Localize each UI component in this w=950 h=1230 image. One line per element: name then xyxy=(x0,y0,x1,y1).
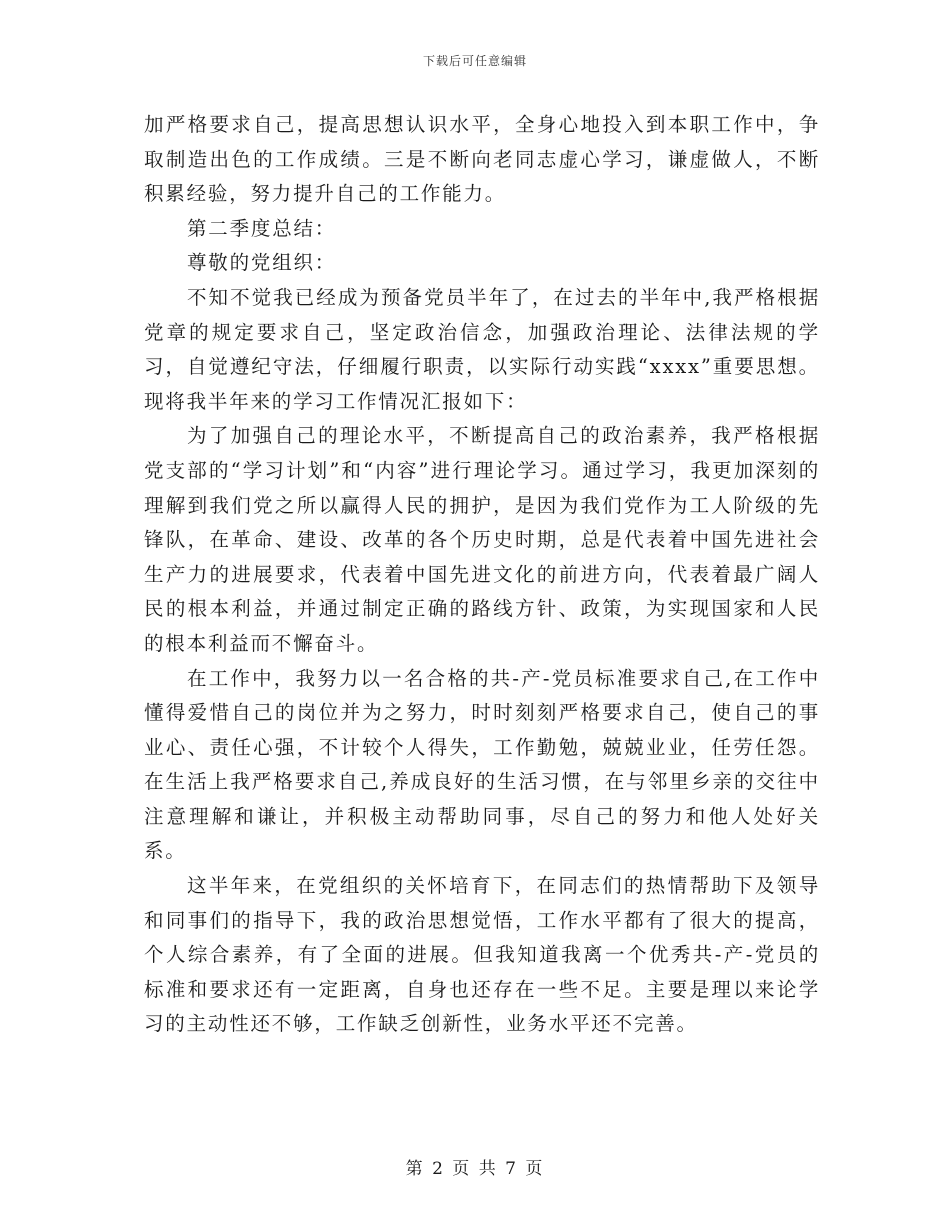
paragraph-summary: 这半年来，在党组织的关怀培育下，在同志们的热情帮助下及领导和同事们的指导下，我的政治思想觉悟，工作水平都有了很大的提高，个人综合素养，有了全面的进展。但我知道我离一个优秀共-产-党员的标准和要求还有一定距离，自身也还存在一些不足。主要是理以来论学习的主动性还不够，工作缺乏创新性，业务水平还不完善。 xyxy=(144,874,820,1036)
paragraph-work: 在工作中，我努力以一名合格的共-产-党员标准要求自己,在工作中懂得爱惜自己的岗位并为之努力，时时刻刻严格要求自己，使自己的事业心、责任心强，不计较个人得失，工作勤勉，兢兢业业，任劳任怨。在生活上我严格要求自己,养成良好的生活习惯，在与邻里乡亲的交往中注意理解和谦让，并积极主动帮助同事，尽自己的努力和他人处好关系。 xyxy=(144,666,820,863)
page-header: 下载后可任意编辑 xyxy=(422,54,527,68)
document-body xyxy=(144,108,820,1042)
paragraph-intro: 不知不觉我已经成为预备党员半年了，在过去的半年中,我严格根据党章的规定要求自己，坚定政治信念，加强政治理论、法律法规的学习，自觉遵纪守法，仔细履行职责，以实际行动实践“xxxx”重要思想。现将我半年来的学习工作情况汇报如下： xyxy=(144,285,820,413)
paragraph-continuation: 加严格要求自己，提高思想认识水平，全身心地投入到本职工作中，争取制造出色的工作成绩。三是不断向老同志虚心学习，谦虚做人，不断积累经验，努力提升自己的工作能力。 xyxy=(144,113,820,206)
page-number: 第 2 页 共 7 页 xyxy=(405,1159,545,1179)
paragraph-theory-study: 为了加强自己的理论水平，不断提高自己的政治素养，我严格根据党支部的“学习计划”和“内容”进行理论学习。通过学习，我更加深刻的理解到我们党之所以赢得人民的拥护，是因为我们党作为工人阶级的先锋队，在革命、建设、改革的各个历史时期，总是代表着中国先进社会生产力的进展要求，代表着中国先进文化的前进方向，代表着最广阔人民的根本利益，并通过制定正确的路线方针、政策，为实现国家和人民的根本利益而不懈奋斗。 xyxy=(144,424,820,655)
section-heading: 第二季度总结： xyxy=(187,216,337,240)
salutation: 尊敬的党组织： xyxy=(187,251,337,275)
